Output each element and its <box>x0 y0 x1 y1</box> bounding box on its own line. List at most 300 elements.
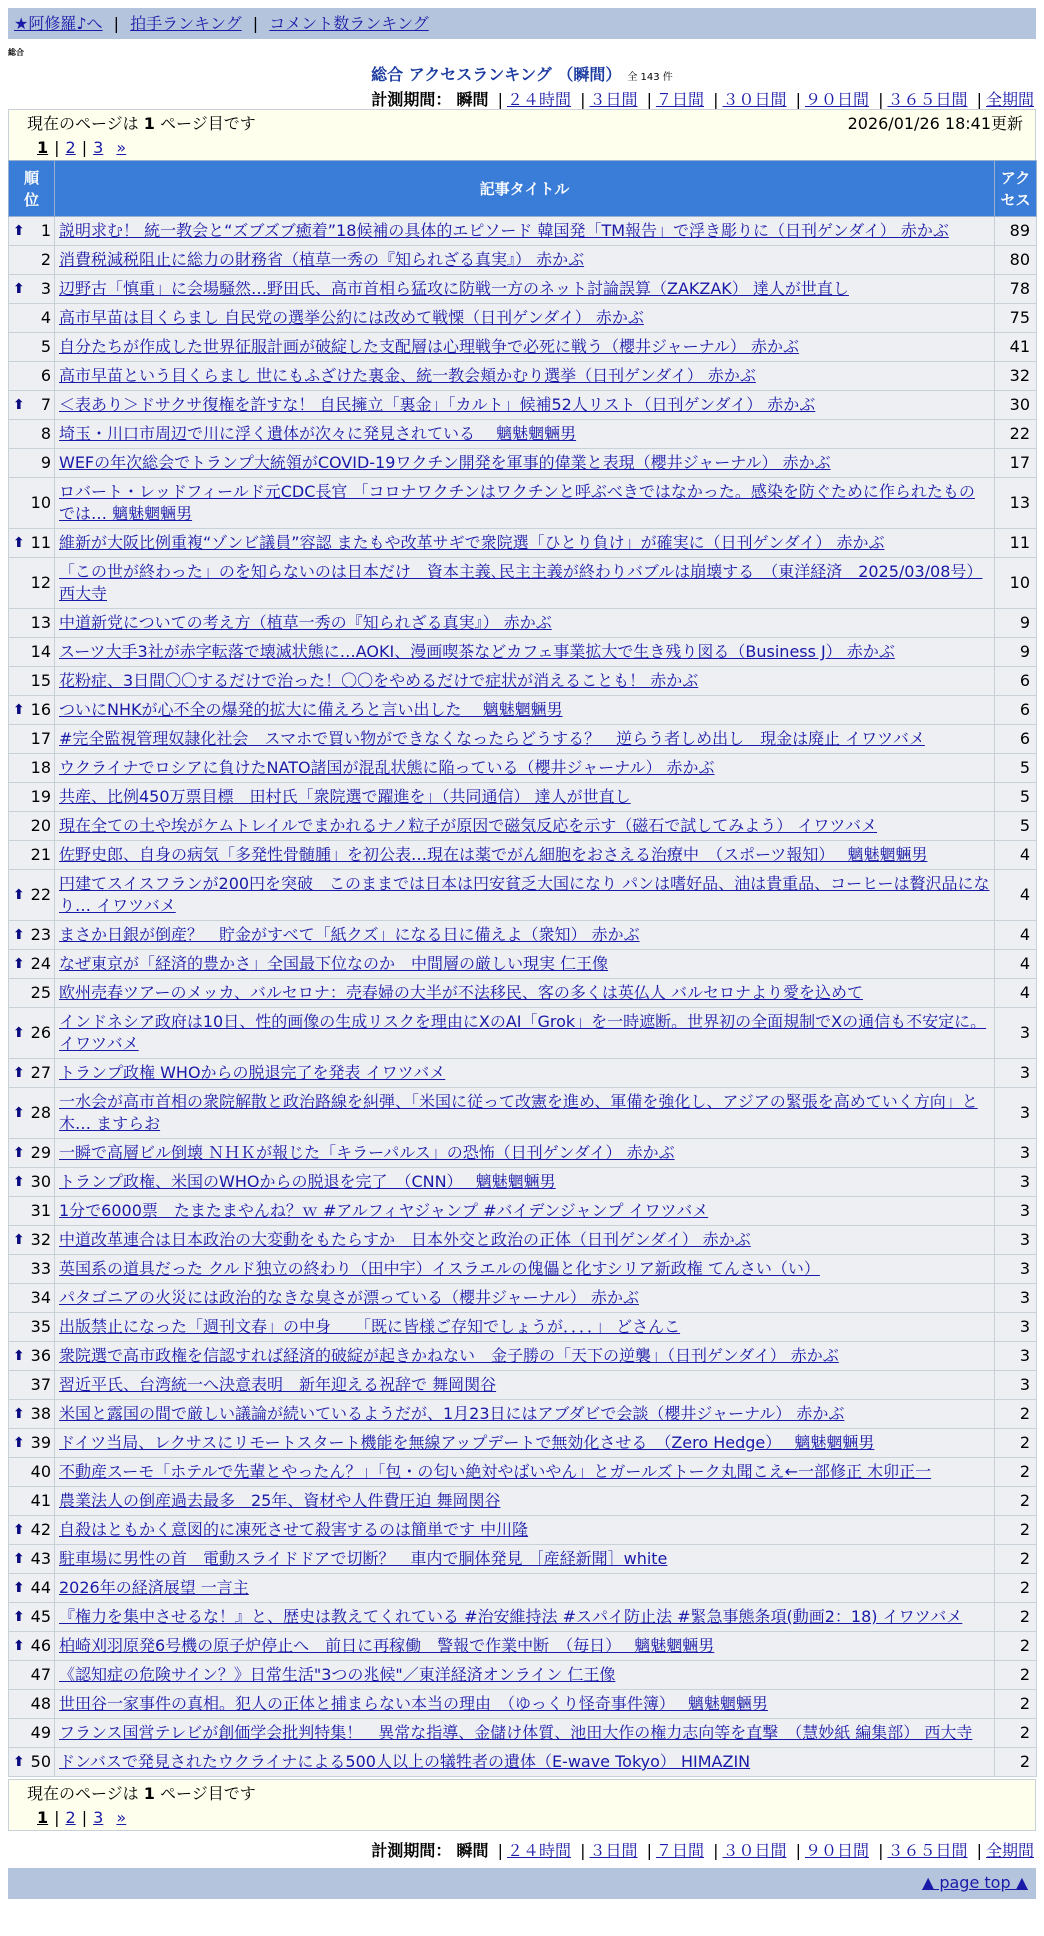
table-row <box>9 667 1037 696</box>
rank-number: 14 <box>30 642 51 661</box>
article-title-link[interactable]: 維新が大阪比例重複“ゾンビ議員”容認 またもや改革サギで衆院選「ひとり負け」が確実に（日刊ゲンダイ） 赤かぶ <box>59 533 885 552</box>
table-row <box>9 1690 1037 1719</box>
rank-number: 39 <box>30 1433 51 1452</box>
title-cell <box>55 841 995 870</box>
title-cell <box>55 1632 995 1661</box>
access-count: 75 <box>995 304 1037 333</box>
article-title-link[interactable]: 欧州売春ツアーのメッカ、バルセロナ：売春婦の大半が不法移民、客の多くは英仏人 バルセロナより愛を込めて <box>59 983 863 1002</box>
rank-number: 22 <box>30 885 51 904</box>
separator: | <box>113 14 120 33</box>
access-count: 3 <box>995 1059 1037 1088</box>
period-365d-link[interactable]: ３６５日間 <box>887 1841 968 1860</box>
rank-cell <box>9 449 55 478</box>
table-row <box>9 1168 1037 1197</box>
table-row <box>9 921 1037 950</box>
table-row <box>9 1139 1037 1168</box>
title-cell <box>55 609 995 638</box>
access-count: 41 <box>995 333 1037 362</box>
rank-number: 7 <box>40 395 51 414</box>
up-arrow-icon: ⬆ <box>13 927 25 943</box>
access-count: 4 <box>995 870 1037 921</box>
up-arrow-icon: ⬆ <box>13 1232 25 1248</box>
access-count: 2 <box>995 1574 1037 1603</box>
rank-cell <box>9 754 55 783</box>
access-count: 89 <box>995 217 1037 246</box>
table-row <box>9 1748 1037 1777</box>
article-title-link[interactable]: インドネシア政府は10日、性的画像の生成リスクを理由にXのAI「Grok」を一時遮断。世界初の全面規制でXの通信も不安定に。 イワツバメ <box>59 1012 987 1053</box>
access-count: 3 <box>995 1313 1037 1342</box>
article-title-link[interactable]: ついにNHKが心不全の爆発的拡大に備えろと言い出した 魑魅魍魎男 <box>59 700 563 719</box>
article-title-link[interactable]: 習近平氏、台湾統一へ決意表明 新年迎える祝辞で 舞岡関谷 <box>59 1375 497 1394</box>
table-row <box>9 609 1037 638</box>
article-title-link[interactable]: ドイツ当局、レクサスにリモートスタート機能を無線アップデートで無効化させる （Zero Hedge） 魑魅魍魎男 <box>59 1433 875 1452</box>
page-link-3[interactable]: 3 <box>93 1808 104 1827</box>
rank-cell <box>9 696 55 725</box>
rank-number: 31 <box>30 1201 51 1220</box>
access-count: 30 <box>995 391 1037 420</box>
access-count: 17 <box>995 449 1037 478</box>
rank-number: 38 <box>30 1404 51 1423</box>
article-title-link[interactable]: 『権力を集中させるな！』と、歴史は教えてくれている #治安維持法 #スパイ防止法 #緊急事態条項(動画2：18) イワツバメ <box>59 1607 963 1626</box>
title-cell <box>55 1139 995 1168</box>
rank-number: 2 <box>40 250 51 269</box>
rank-cell <box>9 1632 55 1661</box>
rank-number: 28 <box>30 1103 51 1122</box>
rank-cell <box>9 609 55 638</box>
table-row <box>9 1429 1037 1458</box>
period-90d-link[interactable]: ９０日間 <box>804 90 869 109</box>
article-title-link[interactable]: #完全監視管理奴隷化社会 スマホで買い物ができなくなったらどうする？ 逆らう者しめ出し 現金は廃止 イワツバメ <box>59 729 925 748</box>
rank-number: 9 <box>40 453 51 472</box>
rank-cell <box>9 1400 55 1429</box>
article-title-link[interactable]: 一水会が高市首相の衆院解散と政治路線を糾弾、「米国に従って改憲を進め、軍備を強化し、アジアの緊張を高めていく方向」と 木… ますらお <box>59 1092 978 1133</box>
title-cell <box>55 304 995 333</box>
title-cell <box>55 1661 995 1690</box>
title-cell <box>55 362 995 391</box>
page-link-2[interactable]: 2 <box>65 138 76 157</box>
period-30d-link[interactable]: ３０日間 <box>722 90 787 109</box>
rank-cell <box>9 275 55 304</box>
access-count: 4 <box>995 841 1037 870</box>
table-row <box>9 1574 1037 1603</box>
period-3d-link[interactable]: ３日間 <box>589 90 638 109</box>
table-row <box>9 812 1037 841</box>
article-title-link[interactable]: 中道新党についての考え方（植草一秀の『知られざる真実』） 赤かぶ <box>59 613 552 632</box>
article-title-link[interactable]: トランプ政権、米国のWHOからの脱退を完了 （CNN） 魑魅魍魎男 <box>59 1172 556 1191</box>
rank-cell <box>9 391 55 420</box>
access-count: 78 <box>995 275 1037 304</box>
rank-cell <box>9 362 55 391</box>
table-row <box>9 246 1037 275</box>
period-24h-link[interactable]: ２４時間 <box>506 1841 571 1860</box>
rank-number: 15 <box>30 671 51 690</box>
title-cell <box>55 391 995 420</box>
article-title-link[interactable]: 消費税減税阻止に総力の財務省（植草一秀の『知られざる真実』） 赤かぶ <box>59 250 585 269</box>
rank-number: 30 <box>30 1172 51 1191</box>
access-count: 3 <box>995 1168 1037 1197</box>
title-cell <box>55 1284 995 1313</box>
applause-ranking-link[interactable]: 拍手ランキング <box>130 14 242 33</box>
rank-number: 43 <box>30 1549 51 1568</box>
rank-number: 12 <box>30 573 51 592</box>
access-count: 6 <box>995 725 1037 754</box>
access-count: 3 <box>995 1008 1037 1059</box>
table-row <box>9 478 1037 529</box>
access-count: 3 <box>995 1255 1037 1284</box>
rank-cell <box>9 667 55 696</box>
title-cell <box>55 638 995 667</box>
period-selector-top: 計測期間： 瞬間 | ２４時間 | ３日間 | ７日間 | ３０日間 | ９０日間 | ３６５日間 | 全期間 <box>371 90 1034 109</box>
up-arrow-icon: ⬆ <box>13 1522 25 1538</box>
title-cell <box>55 1168 995 1197</box>
up-arrow-icon: ⬆ <box>13 1609 25 1625</box>
header-title: 記事タイトル <box>55 161 995 217</box>
access-count: 11 <box>995 529 1037 558</box>
access-count: 3 <box>995 1088 1037 1139</box>
up-arrow-icon: ⬆ <box>13 1435 25 1451</box>
table-row <box>9 304 1037 333</box>
table-row <box>9 1487 1037 1516</box>
access-count: 2 <box>995 1632 1037 1661</box>
table-row <box>9 950 1037 979</box>
separator: | <box>252 14 259 33</box>
article-title-link[interactable]: 現在全ての土や埃がケムトレイルでまかれるナノ粒子が原因で磁気反応を示す（磁石で試してみよう） イワツバメ <box>59 816 878 835</box>
title-cell <box>55 1545 995 1574</box>
bottom-bar <box>8 1868 1036 1899</box>
title-cell <box>55 275 995 304</box>
up-arrow-icon: ⬆ <box>13 1580 25 1596</box>
table-row <box>9 841 1037 870</box>
rank-cell <box>9 1255 55 1284</box>
title-cell <box>55 1429 995 1458</box>
article-title-link[interactable]: 花粉症、3日間〇〇するだけで治った！〇〇をやめるだけで症状が消えることも！ 赤かぶ <box>59 671 699 690</box>
rank-cell <box>9 812 55 841</box>
rank-cell <box>9 1088 55 1139</box>
rank-cell <box>9 950 55 979</box>
page-top-link[interactable]: ▲ page top ▲ <box>921 1873 1028 1892</box>
rank-number: 4 <box>40 308 51 327</box>
title-cell <box>55 1603 995 1632</box>
rank-cell <box>9 478 55 529</box>
rank-cell <box>9 1342 55 1371</box>
article-title-link[interactable]: 《認知症の危険サイン？》日常生活"3つの兆候"／東洋経済オンライン 仁王像 <box>59 1665 616 1684</box>
rank-cell <box>9 725 55 754</box>
article-title-link[interactable]: 「この世が終わった」のを知らないのは日本だけ 資本主義､民主主義が終わりバブルは崩壊する （東洋経済 2025/03/08号） 西大寺 <box>59 562 983 603</box>
period-7d-link[interactable]: ７日間 <box>655 90 704 109</box>
table-row <box>9 870 1037 921</box>
rank-cell <box>9 841 55 870</box>
article-title-link[interactable]: 一瞬で高層ビル倒壊 ＮＨＫが報じた「キラーパルス」の恐怖（日刊ゲンダイ） 赤かぶ <box>59 1143 675 1162</box>
rank-number: 8 <box>40 424 51 443</box>
rank-number: 19 <box>30 787 51 806</box>
article-title-link[interactable]: 農業法人の倒産過去最多 25年、資材や人件費圧迫 舞岡関谷 <box>59 1491 501 1510</box>
rank-cell <box>9 1139 55 1168</box>
article-title-link[interactable]: 世田谷一家事件の真相。犯人の正体と捕まらない本当の理由 （ゆっくり怪奇事件簿） 魑魅魍魎男 <box>59 1694 768 1713</box>
table-row <box>9 449 1037 478</box>
rank-number: 13 <box>30 613 51 632</box>
title-cell <box>55 1748 995 1777</box>
up-arrow-icon: ⬆ <box>13 223 25 239</box>
access-count: 6 <box>995 667 1037 696</box>
up-arrow-icon: ⬆ <box>13 1754 25 1770</box>
table-row <box>9 1255 1037 1284</box>
up-arrow-icon: ⬆ <box>13 1174 25 1190</box>
article-title-link[interactable]: ドンバスで発見されたウクライナによる500人以上の犠牲者の遺体（E-wave Tokyo） HIMAZIN <box>59 1752 751 1771</box>
rank-cell <box>9 246 55 275</box>
article-title-link[interactable]: 共産、比例450万票目標 田村氏「衆院選で躍進を」（共同通信） 達人が世直し <box>59 787 631 806</box>
rank-cell <box>9 1458 55 1487</box>
up-arrow-icon: ⬆ <box>13 535 25 551</box>
up-arrow-icon: ⬆ <box>13 1065 25 1081</box>
rank-number: 35 <box>30 1317 51 1336</box>
rank-cell <box>9 1748 55 1777</box>
up-arrow-icon: ⬆ <box>13 1406 25 1422</box>
article-title-link[interactable]: 米国と露国の間で厳しい議論が続いているようだが、1月23日にはアブダビで会談（櫻井ジャーナル） 赤かぶ <box>59 1404 845 1423</box>
access-count: 3 <box>995 1284 1037 1313</box>
rank-cell <box>9 304 55 333</box>
rank-cell <box>9 1545 55 1574</box>
title-cell <box>55 921 995 950</box>
rank-cell <box>9 1603 55 1632</box>
title-cell <box>55 420 995 449</box>
article-title-link[interactable]: 2026年の経済展望 一言主 <box>59 1578 249 1597</box>
title-cell <box>55 1059 995 1088</box>
article-title-link[interactable]: ＜表あり＞ドサクサ復権を許すな！ 自民擁立「裏金」「カルト」候補52人リスト（日刊ゲンダイ） 赤かぶ <box>59 395 816 414</box>
period-label: 計測期間： <box>371 90 452 109</box>
access-count: 2 <box>995 1400 1037 1429</box>
rank-number: 11 <box>30 533 51 552</box>
table-row <box>9 362 1037 391</box>
article-title-link[interactable]: 衆院選で高市政権を信認すれば経済的破綻が起きかねない 金子勝の「天下の逆襲」（日刊ゲンダイ） 赤かぶ <box>59 1346 839 1365</box>
table-row <box>9 696 1037 725</box>
rank-number: 36 <box>30 1346 51 1365</box>
title-cell <box>55 1516 995 1545</box>
up-arrow-icon: ⬆ <box>13 702 25 718</box>
article-title-link[interactable]: 埼玉・川口市周辺で川に浮く遺体が次々に発見されている 魑魅魍魎男 <box>59 424 577 443</box>
title-cell <box>55 558 995 609</box>
rank-cell <box>9 217 55 246</box>
rank-cell <box>9 1008 55 1059</box>
rank-cell <box>9 1574 55 1603</box>
access-count: 22 <box>995 420 1037 449</box>
pager-top <box>8 109 1036 161</box>
access-count: 2 <box>995 1690 1037 1719</box>
access-count: 32 <box>995 362 1037 391</box>
period-7d-link[interactable]: ７日間 <box>655 1841 704 1860</box>
table-row <box>9 1197 1037 1226</box>
period-90d-link[interactable]: ９０日間 <box>804 1841 869 1860</box>
article-title-link[interactable]: なぜ東京が「経済的豊かさ」全国最下位なのか 中間層の厳しい現実 仁王像 <box>59 954 609 973</box>
access-count: 9 <box>995 609 1037 638</box>
home-link[interactable]: ★阿修羅♪へ <box>14 14 103 33</box>
period-all-link[interactable]: 全期間 <box>985 90 1034 109</box>
next-page-link[interactable]: » <box>116 138 127 157</box>
article-title-link[interactable]: スーツ大手3社が赤字転落で壊滅状態に…AOKI、漫画喫茶などカフェ事業拡大で生き残り図る（Business J） 赤かぶ <box>59 642 895 661</box>
page-link-1[interactable]: 1 <box>37 1808 49 1827</box>
article-title-link[interactable]: 辺野古「慎重」に会場騒然…野田氏、高市首相ら猛攻に防戦一方のネット討論誤算（ZAKZAK） 達人が世直し <box>59 279 849 298</box>
section-tag: 総合 <box>8 48 24 57</box>
table-row <box>9 1342 1037 1371</box>
up-arrow-icon: ⬆ <box>13 1105 25 1121</box>
rank-cell <box>9 979 55 1008</box>
title-cell <box>55 1458 995 1487</box>
article-title-link[interactable]: 柏崎刈羽原発6号機の原子炉停止へ 前日に再稼働 警報で作業中断 （毎日） 魑魅魍魎男 <box>59 1636 715 1655</box>
article-title-link[interactable]: パタゴニアの火災には政治的なきな臭さが漂っている（櫻井ジャーナル） 赤かぶ <box>59 1288 639 1307</box>
period-3d-link[interactable]: ３日間 <box>589 1841 638 1860</box>
title-cell <box>55 870 995 921</box>
page-link-2[interactable]: 2 <box>65 1808 76 1827</box>
rank-cell <box>9 333 55 362</box>
title-cell <box>55 1690 995 1719</box>
article-title-link[interactable]: 1分で6000票 たまたまやんね？ｗ #アルフィヤジャンプ #バイデンジャンプ イワツバメ <box>59 1201 709 1220</box>
rank-cell <box>9 1429 55 1458</box>
article-title-link[interactable]: 高市早苗は目くらまし 自民党の選挙公約には改めて戦慄（日刊ゲンダイ） 赤かぶ <box>59 308 644 327</box>
article-title-link[interactable]: 説明求む！ 統一教会と“ズブズブ癒着”18候補の具体的エピソード 韓国発「TM報告」で浮き彫りに（日刊ゲンダイ） 赤かぶ <box>59 221 949 240</box>
access-count: 80 <box>995 246 1037 275</box>
rank-cell <box>9 638 55 667</box>
access-count: 4 <box>995 979 1037 1008</box>
table-row <box>9 1284 1037 1313</box>
title-cell <box>55 1574 995 1603</box>
table-row <box>9 1603 1037 1632</box>
title-cell <box>55 754 995 783</box>
table-row <box>9 391 1037 420</box>
ranking-rows <box>9 217 1037 1777</box>
article-title-link[interactable]: ロバート・レッドフィールド元CDC長官 「コロナワクチンはワクチンと呼ぶべきではなかった。感染を防ぐために作られたものでは… 魑魅魍魎男 <box>59 482 975 523</box>
up-arrow-icon: ⬆ <box>13 1348 25 1364</box>
table-row <box>9 1313 1037 1342</box>
up-arrow-icon: ⬆ <box>13 281 25 297</box>
article-title-link[interactable]: 出版禁止になった「週刊文春」の中身 「既に皆様ご存知でしょうが．．．．」 どさんこ <box>59 1317 681 1336</box>
rank-cell <box>9 558 55 609</box>
table-row <box>9 1516 1037 1545</box>
article-title-link[interactable]: 駐車場に男性の首 電動スライドドアで切断？ 車内で胴体発見 ［産経新聞］white <box>59 1549 668 1568</box>
period-365d-link[interactable]: ３６５日間 <box>887 90 968 109</box>
rank-cell <box>9 1168 55 1197</box>
title-cell <box>55 696 995 725</box>
article-title-link[interactable]: フランス国営テレビが創価学会批判特集！ 異常な指導、金儲け体質、池田大作の権力志向等を直撃 （慧妙紙 編集部） 西大寺 <box>59 1723 973 1742</box>
article-title-link[interactable]: WEFの年次総会でトランプ大統領がCOVID-19ワクチン開発を軍事的偉業と表現（櫻井ジャーナル） 赤かぶ <box>59 453 831 472</box>
table-row <box>9 1226 1037 1255</box>
table-row <box>9 754 1037 783</box>
rank-cell <box>9 783 55 812</box>
title-cell <box>55 1342 995 1371</box>
access-count: 2 <box>995 1487 1037 1516</box>
access-count: 5 <box>995 783 1037 812</box>
article-title-link[interactable]: 佐野史郎、自身の病気「多発性骨髄腫」を初公表…現在は薬でがん細胞をおさえる治療中 （スポーツ報知） 魑魅魍魎男 <box>59 845 928 864</box>
title-cell <box>55 1088 995 1139</box>
access-count: 5 <box>995 812 1037 841</box>
rank-cell <box>9 1719 55 1748</box>
rank-cell <box>9 1284 55 1313</box>
comment-ranking-link[interactable]: コメント数ランキング <box>269 14 429 33</box>
rank-number: 47 <box>30 1665 51 1684</box>
rank-number: 49 <box>30 1723 51 1742</box>
rank-number: 45 <box>30 1607 51 1626</box>
access-count: 3 <box>995 1342 1037 1371</box>
article-title-link[interactable]: トランプ政権 WHOからの脱退完了を発表 イワツバメ <box>59 1063 446 1082</box>
updated-time: 2026/01/26 18:41更新 <box>847 114 1023 133</box>
table-row <box>9 783 1037 812</box>
rank-number: 50 <box>30 1752 51 1771</box>
table-row <box>9 558 1037 609</box>
up-arrow-icon: ⬆ <box>13 1551 25 1567</box>
rank-number: 41 <box>30 1491 51 1510</box>
title-cell <box>55 1226 995 1255</box>
rank-cell <box>9 1313 55 1342</box>
title-cell <box>55 217 995 246</box>
table-row <box>9 1371 1037 1400</box>
rank-number: 27 <box>30 1063 51 1082</box>
title-cell <box>55 1400 995 1429</box>
period-30d-link[interactable]: ３０日間 <box>722 1841 787 1860</box>
title-cell <box>55 1371 995 1400</box>
period-all-link[interactable]: 全期間 <box>985 1841 1034 1860</box>
article-title-link[interactable]: ウクライナでロシアに負けたNATO諸国が混乱状態に陥っている（櫻井ジャーナル） 赤かぶ <box>59 758 715 777</box>
article-title-link[interactable]: 自分たちが作成した世界征服計画が破綻した支配層は心理戦争で必死に戦う（櫻井ジャーナル） 赤かぶ <box>59 337 799 356</box>
page-title <box>0 62 1044 85</box>
access-count: 2 <box>995 1603 1037 1632</box>
top-navigation-bar <box>8 8 1036 39</box>
period-current: 瞬間 <box>456 90 489 109</box>
rank-number: 25 <box>30 983 51 1002</box>
page-link-1[interactable]: 1 <box>37 138 49 157</box>
rank-cell <box>9 921 55 950</box>
table-row <box>9 979 1037 1008</box>
up-arrow-icon: ⬆ <box>13 887 25 903</box>
access-count: 2 <box>995 1748 1037 1777</box>
access-count: 4 <box>995 921 1037 950</box>
article-title-link[interactable]: まさか日銀が倒産？ 貯金がすべて「紙クズ」になる日に備えよ（衆知） 赤かぶ <box>59 925 640 944</box>
period-24h-link[interactable]: ２４時間 <box>506 90 571 109</box>
article-title-link[interactable]: 英国系の道具だった クルド独立の終わり（田中宇）イスラエルの傀儡と化すシリア新政権 てんさい（い） <box>59 1259 820 1278</box>
title-cell <box>55 783 995 812</box>
period-label: 計測期間： <box>371 1841 452 1860</box>
title-cell <box>55 725 995 754</box>
access-count: 3 <box>995 1371 1037 1400</box>
ranking-table <box>8 160 1037 1777</box>
access-count: 2 <box>995 1545 1037 1574</box>
table-row <box>9 1458 1037 1487</box>
title-cell <box>55 812 995 841</box>
article-title-link[interactable]: 円建てスイスフランが200円を突破 このままでは日本は円安貧乏大国になり パンは嗜好品、油は貴重品、コーヒーは贅沢品にな り… イワツバメ <box>59 874 990 915</box>
title-cell <box>55 667 995 696</box>
rank-cell <box>9 1059 55 1088</box>
table-row <box>9 638 1037 667</box>
access-count: 9 <box>995 638 1037 667</box>
article-title-link[interactable]: 不動産スーモ「ホテルで先輩とやったん？」「包・の匂い絶対やばいやん」とガールズトーク丸聞こえ←一部修正 木卯正一 <box>59 1462 932 1481</box>
article-title-link[interactable]: 高市早苗という目くらまし 世にもふざけた裏金、統一教会頬かむり選挙（日刊ゲンダイ） 赤かぶ <box>59 366 756 385</box>
article-title-link[interactable]: 自殺はともかく意図的に凍死させて殺害するのは簡単です 中川隆 <box>59 1520 529 1539</box>
rank-cell <box>9 529 55 558</box>
title-cell <box>55 1719 995 1748</box>
rank-number: 26 <box>30 1023 51 1042</box>
title-cell <box>55 950 995 979</box>
rank-number: 42 <box>30 1520 51 1539</box>
rank-number: 33 <box>30 1259 51 1278</box>
access-count: 10 <box>995 558 1037 609</box>
rank-number: 21 <box>30 845 51 864</box>
access-count: 5 <box>995 754 1037 783</box>
rank-number: 46 <box>30 1636 51 1655</box>
table-row <box>9 217 1037 246</box>
article-title-link[interactable]: 中道改革連合は日本政治の大変動をもたらすか 日本外交と政治の正体（日刊ゲンダイ） 赤かぶ <box>59 1230 751 1249</box>
next-page-link[interactable]: » <box>116 1808 127 1827</box>
pager-bottom <box>8 1779 1036 1831</box>
page-link-3[interactable]: 3 <box>93 138 104 157</box>
access-count: 4 <box>995 950 1037 979</box>
table-row <box>9 275 1037 304</box>
